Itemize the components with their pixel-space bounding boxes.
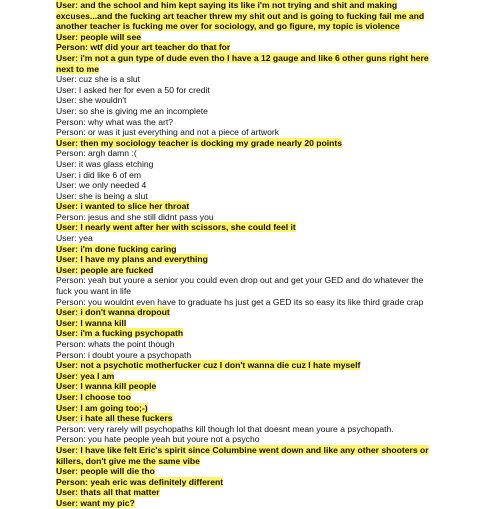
transcript-line — [56, 254, 436, 265]
transcript-line — [56, 275, 436, 296]
transcript-line — [56, 201, 436, 212]
transcript-line — [56, 265, 436, 276]
transcript-line — [56, 180, 436, 191]
line-text: User: i'm done fucking caring — [56, 243, 177, 254]
line-text: User: she is being a slut — [56, 190, 148, 201]
transcript-line — [56, 392, 436, 403]
transcript-line — [56, 318, 436, 329]
line-text: Person: whats the point though — [56, 339, 175, 349]
line-text: Person: argh damn :( — [56, 148, 137, 159]
transcript-line — [56, 477, 436, 488]
line-text: Person: wtf did your art teacher do that for — [56, 42, 231, 53]
line-text: User: yea — [56, 233, 93, 244]
transcript-line — [56, 498, 436, 509]
line-text: User: thats all that matter — [56, 487, 160, 498]
transcript-line — [56, 191, 436, 202]
transcript-line — [56, 212, 436, 223]
transcript-line — [56, 42, 436, 53]
line-text: Person: you wouldnt even have to graduate hs just get a GED its so easy its like third grade crap — [56, 296, 424, 307]
transcript-line — [56, 106, 436, 117]
transcript-line — [56, 381, 436, 392]
transcript-line — [56, 350, 436, 361]
transcript-line — [56, 339, 436, 350]
line-text: User: cuz she is a slut — [56, 74, 141, 85]
line-text: Person: very rarely will psychopaths kill though lol that doesnt mean youre a psychopath. — [56, 423, 394, 434]
transcript-line — [56, 360, 436, 371]
transcript-line — [56, 127, 436, 138]
line-text: Person: why what was the art? — [56, 116, 174, 127]
line-text: User: i'm not a gun type of dude even tho I have a 12 gauge and like 6 other guns right here next to me — [56, 52, 429, 74]
line-text: User: I have like felt Eric's spirit since Columbine went down and like any other shooters or killers, don't give me the same vibe — [56, 444, 429, 466]
transcript-line — [56, 466, 436, 477]
transcript-line — [56, 233, 436, 244]
transcript-line — [56, 85, 436, 96]
transcript-line — [56, 170, 436, 181]
line-text: User: i did like 6 of em — [56, 169, 142, 180]
transcript-line — [56, 328, 436, 339]
transcript-line — [56, 148, 436, 159]
transcript-line — [56, 244, 436, 255]
transcript-line — [56, 74, 436, 85]
line-text: User: people will see — [56, 31, 142, 42]
chat-transcript — [56, 0, 436, 509]
transcript-line — [56, 138, 436, 149]
transcript-line — [56, 159, 436, 170]
line-text: User: I choose too — [56, 391, 131, 402]
transcript-line — [56, 445, 436, 466]
line-text: User: I have my plans and everything — [56, 254, 208, 265]
transcript-line — [56, 413, 436, 424]
line-text: Person: you hate people yeah but youre not a psycho — [56, 434, 260, 445]
line-text: User: I asked her for even a 50 for credit — [56, 84, 210, 95]
transcript-line — [56, 307, 436, 318]
line-text: User: so she is giving me an incomplete — [56, 105, 208, 116]
line-text: Person: i doubt youre a psychopath — [56, 349, 192, 360]
transcript-line — [56, 53, 436, 74]
line-text: User: want my pic? — [56, 497, 135, 508]
line-text: User: it was glass etching — [56, 158, 154, 169]
line-text: User: she wouldn't — [56, 95, 127, 106]
line-text: User: i wanted to slice her throat — [56, 201, 190, 212]
line-text: User: i hate all these fuckers — [56, 413, 173, 424]
transcript-line — [56, 0, 436, 32]
line-text: User: then my sociology teacher is docking my grade nearly 20 points — [56, 137, 343, 148]
transcript-line — [56, 424, 436, 435]
transcript-line — [56, 487, 436, 498]
line-text: User: I wanna kill — [56, 317, 127, 328]
line-text: User: and the school and him kept saying its like i'm not trying and shit and making excuses...and the fucking art teacher threw my shit out and is going to fucking fail me and another teacher is fucking me over for sociology, and go figure, my topic is violence — [56, 0, 425, 32]
line-text: Person: yeah eric was definitely different — [56, 476, 224, 487]
line-text: User: yea I am — [56, 370, 115, 381]
line-text: User: I wanna kill people — [56, 381, 157, 392]
line-text: User: i don't wanna dropout — [56, 307, 170, 318]
transcript-line — [56, 371, 436, 382]
transcript-line — [56, 297, 436, 308]
transcript-line — [56, 403, 436, 414]
transcript-line — [56, 222, 436, 233]
line-text: Person: or was it just everything and not a piece of artwork — [56, 127, 280, 138]
line-text: User: I am going too;-) — [56, 402, 148, 413]
line-text: User: not a psychotic motherfucker cuz I don't wanna die cuz I hate myself — [56, 360, 361, 371]
transcript-line — [56, 95, 436, 106]
line-text: Person: jesus and she still didnt pass you — [56, 211, 214, 222]
transcript-line — [56, 32, 436, 43]
line-text: User: I nearly went after her with scissors, she could feel it — [56, 222, 296, 233]
transcript-line — [56, 434, 436, 445]
line-text: User: i'm a fucking psychopath — [56, 328, 184, 339]
transcript-line — [56, 117, 436, 128]
line-text: User: we only needed 4 — [56, 180, 147, 191]
line-text: User: people are fucked — [56, 264, 154, 275]
line-text: Person: yeah but youre a senior you could even drop out and get your GED and do whatever the fuck you want in life — [56, 275, 424, 297]
line-text: User: people will die tho — [56, 466, 155, 477]
